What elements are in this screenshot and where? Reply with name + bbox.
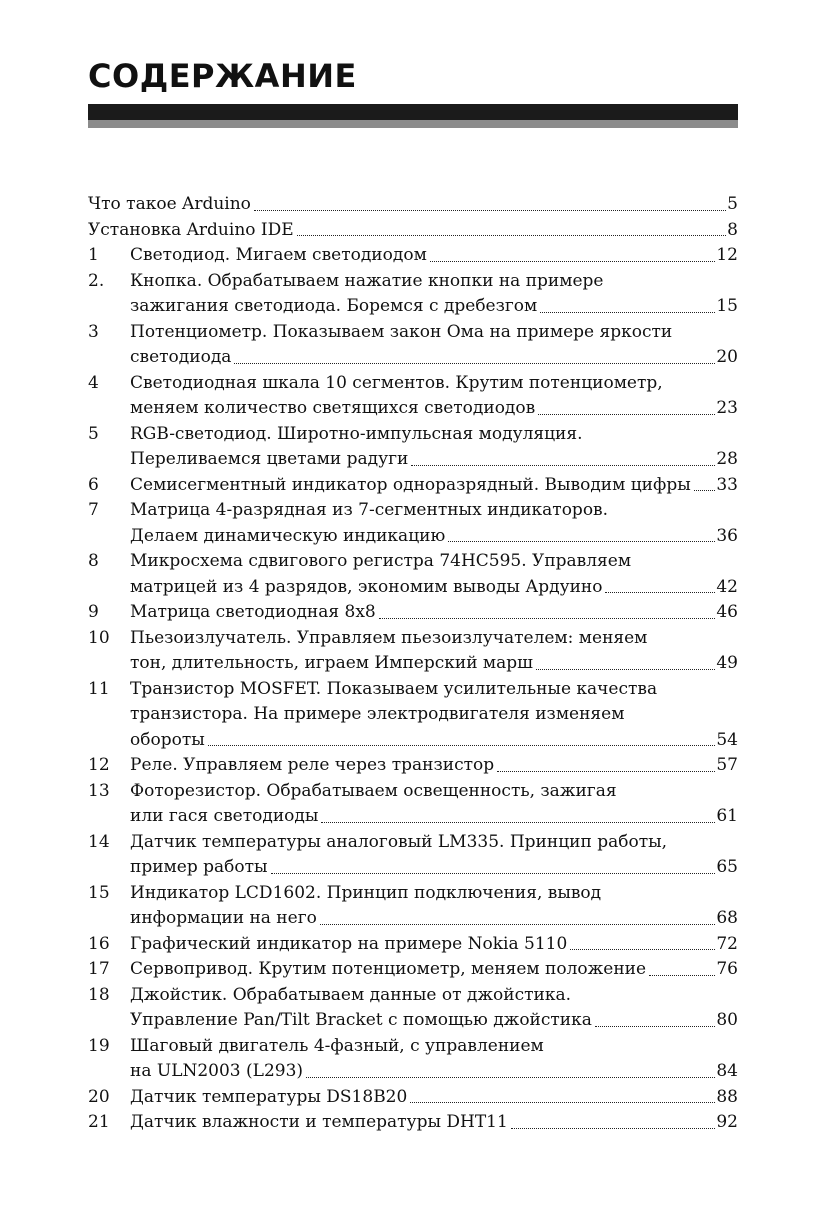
toc-entry[interactable] [88, 626, 738, 677]
entry-title-text: или гася светодиоды [130, 806, 319, 826]
entry-page-number: 68 [716, 908, 738, 928]
dot-leader [536, 651, 715, 677]
entry-line [130, 345, 738, 371]
entry-title-text: информации на него [130, 908, 317, 928]
entry-body [130, 1034, 738, 1085]
entry-title-text: тон, длительность, играем Имперский марш [130, 653, 533, 673]
entry-title-text: Светодиодная шкала 10 сегментов. Крутим потенциометр, [130, 372, 663, 393]
entry-body [130, 957, 738, 983]
entry-number: 1 [88, 245, 99, 265]
dot-leader [497, 753, 715, 779]
entry-body [88, 218, 738, 244]
dot-leader [320, 906, 716, 932]
entry-number: 17 [88, 959, 110, 979]
dot-leader [306, 1059, 715, 1085]
entry-body [130, 473, 738, 499]
dot-leader [511, 1110, 716, 1136]
title-rule-grey [88, 120, 738, 128]
entry-body [130, 753, 738, 779]
entry-line [130, 498, 738, 524]
toc-entry[interactable] [88, 983, 738, 1034]
entry-number: 15 [88, 882, 110, 903]
entry-line [130, 549, 738, 575]
entry-line [130, 294, 738, 320]
toc-entry[interactable] [88, 498, 738, 549]
entry-number: 4 [88, 372, 99, 393]
entry-line [88, 218, 738, 244]
entry-body [130, 626, 738, 677]
entry-number: 16 [88, 933, 110, 954]
entry-body [130, 320, 738, 371]
entry-line [130, 855, 738, 881]
toc-entry[interactable] [88, 881, 738, 932]
entry-line [130, 243, 738, 269]
entry-title-text: Светодиод. Мигаем светодиодом [130, 245, 427, 265]
entry-line [130, 932, 738, 958]
entry-page-number: 5 [727, 194, 738, 214]
toc-entry[interactable] [88, 371, 738, 422]
dot-leader [411, 447, 715, 473]
entry-number: 9 [88, 602, 99, 622]
dot-leader [321, 804, 715, 830]
entry-page-number: 80 [716, 1010, 738, 1030]
dot-leader [208, 728, 716, 754]
entry-page-number: 23 [716, 398, 738, 418]
toc-entry[interactable] [88, 320, 738, 371]
entry-line [130, 651, 738, 677]
toc-entry[interactable] [88, 269, 738, 320]
entry-title-text: Датчик температуры DS18B20 [130, 1086, 408, 1107]
entry-title-text: Семисегментный индикатор одноразрядный. Выводим цифры [130, 474, 691, 495]
entry-line [130, 396, 738, 422]
entry-title-text: RGB-светодиод. Широтно-импульсная модуляция. [130, 423, 583, 444]
entry-title-text: Индикатор LCD1602. Принцип подключения, вывод [130, 882, 602, 903]
dot-leader [430, 243, 716, 269]
entry-title-text: транзистора. На примере электродвигателя изменяем [130, 704, 625, 724]
entry-title-text: Микросхема сдвигового регистра 74HC595. Управляем [130, 551, 632, 571]
toc-entry[interactable] [88, 422, 738, 473]
entry-body [130, 1085, 738, 1111]
entry-body [130, 830, 738, 881]
entry-title-text: Графический индикатор на примере Nokia 5110 [130, 933, 568, 954]
toc-entry[interactable] [88, 600, 738, 626]
dot-leader [540, 294, 715, 320]
toc-entry[interactable] [88, 1110, 738, 1136]
entry-line [130, 677, 738, 703]
entry-number: 20 [88, 1086, 110, 1107]
entry-number: 14 [88, 831, 110, 852]
entry-page-number: 20 [716, 347, 738, 367]
entry-body [130, 549, 738, 600]
entry-body [130, 422, 738, 473]
entry-line [130, 779, 738, 805]
entry-title-text: Сервопривод. Крутим потенциометр, меняем положение [130, 959, 647, 979]
entry-number: 2. [88, 270, 105, 291]
entry-page-number: 84 [716, 1061, 738, 1081]
entry-number: 13 [88, 780, 110, 801]
entry-number: 6 [88, 474, 99, 495]
entry-title-text: меняем количество светящихся светодиодов [130, 398, 536, 418]
entry-line [130, 269, 738, 295]
entry-title-text: на ULN2003 (L293) [130, 1061, 304, 1081]
toc-entry[interactable] [88, 549, 738, 600]
entry-line [130, 371, 738, 397]
entry-title-text: Установка Arduino IDE [88, 219, 294, 240]
entry-line [130, 1059, 738, 1085]
entry-number: 3 [88, 321, 99, 342]
toc-entry[interactable] [88, 1085, 738, 1111]
entry-title-text: Фоторезистор. Обрабатываем освещенность, зажигая [130, 780, 617, 801]
entry-page-number: 36 [716, 525, 738, 546]
entry-title-text: Реле. Управляем реле через транзистор [130, 755, 495, 775]
dot-leader [448, 524, 715, 550]
entry-title-text: Транзистор MOSFET. Показываем усилительные качества [130, 678, 658, 699]
table-of-contents [88, 192, 738, 1136]
entry-number: 5 [88, 423, 99, 444]
entry-line [130, 320, 738, 346]
entry-title-text: Датчик температуры аналоговый LM335. Принцип работы, [130, 831, 668, 852]
entry-number: 18 [88, 984, 110, 1005]
entry-number: 19 [88, 1035, 110, 1056]
entry-body [130, 269, 738, 320]
entry-number: 10 [88, 627, 110, 648]
entry-page-number: 88 [716, 1086, 738, 1107]
entry-page-number: 61 [716, 806, 738, 826]
entry-line [130, 1034, 738, 1060]
entry-title-text: матрицей из 4 разрядов, экономим выводы Ардуино [130, 576, 603, 597]
entry-page-number: 28 [716, 449, 738, 469]
entry-page-number: 49 [716, 653, 738, 673]
entry-line [130, 575, 738, 601]
toc-entry[interactable] [88, 677, 738, 754]
entry-title-text: светодиода [130, 347, 232, 367]
dot-leader [410, 1085, 715, 1111]
entry-number: 8 [88, 551, 99, 571]
entry-page-number: 65 [716, 857, 738, 877]
entry-title-text: Шаговый двигатель 4-фазный, с управлением [130, 1035, 544, 1056]
entry-body [130, 677, 738, 754]
entry-body [130, 983, 738, 1034]
entry-body [130, 779, 738, 830]
entry-page-number: 42 [716, 576, 738, 597]
entry-body [130, 600, 738, 626]
entry-title-text: Что такое Arduino [88, 194, 251, 214]
entry-page-number: 15 [716, 296, 738, 316]
entry-body [130, 1110, 738, 1136]
dot-leader [570, 932, 715, 958]
entry-title-text: Потенциометр. Показываем закон Ома на примере яркости [130, 321, 673, 342]
toc-entry[interactable] [88, 830, 738, 881]
entry-title-text: пример работы [130, 857, 268, 877]
entry-page-number: 12 [716, 245, 738, 265]
entry-body [88, 192, 738, 218]
entry-line [130, 524, 738, 550]
entry-title-text: Датчик влажности и температуры DHT11 [130, 1112, 508, 1132]
entry-page-number: 33 [716, 474, 738, 495]
entry-body [130, 932, 738, 958]
toc-entry[interactable] [88, 1034, 738, 1085]
page-title: СОДЕРЖАНИЕ [88, 57, 357, 95]
entry-page-number: 57 [716, 755, 738, 775]
entry-title-text: обороты [130, 729, 205, 750]
entry-number: 11 [88, 678, 110, 699]
entry-page-number: 54 [716, 729, 738, 750]
entry-line [130, 1110, 738, 1136]
entry-number: 21 [88, 1112, 110, 1132]
dot-leader [694, 473, 716, 499]
entry-line [130, 804, 738, 830]
dot-leader [538, 396, 715, 422]
entry-line [88, 192, 738, 218]
toc-entry[interactable] [88, 753, 738, 779]
dot-leader [649, 957, 715, 983]
toc-entry[interactable] [88, 779, 738, 830]
entry-line [130, 447, 738, 473]
title-rule-dark [88, 104, 738, 120]
entry-number: 7 [88, 500, 99, 520]
dot-leader [297, 218, 727, 244]
entry-body [130, 881, 738, 932]
entry-line [130, 1085, 738, 1111]
dot-leader [379, 600, 716, 626]
dot-leader [254, 192, 726, 218]
toc-entry[interactable] [88, 932, 738, 958]
entry-line [130, 600, 738, 626]
entry-title-text: зажигания светодиода. Боремся с дребезгом [130, 296, 538, 316]
toc-entry[interactable] [88, 243, 738, 269]
entry-line [130, 422, 738, 448]
entry-line [130, 957, 738, 983]
entry-page-number: 76 [716, 959, 738, 979]
dot-leader [595, 1008, 715, 1034]
toc-entry[interactable] [88, 957, 738, 983]
toc-entry[interactable] [88, 218, 738, 244]
entry-line [130, 728, 738, 754]
entry-title-text: Матрица светодиодная 8x8 [130, 602, 376, 622]
entry-title-text: Пьезоизлучатель. Управляем пьезоизлучателем: меняем [130, 627, 648, 648]
toc-entry[interactable] [88, 473, 738, 499]
entry-line [130, 983, 738, 1009]
entry-line [130, 1008, 738, 1034]
toc-entry[interactable] [88, 192, 738, 218]
entry-line [130, 830, 738, 856]
entry-page-number: 92 [716, 1112, 738, 1132]
dot-leader [234, 345, 715, 371]
entry-line [130, 906, 738, 932]
entry-title-text: Переливаемся цветами радуги [130, 449, 409, 469]
entry-line [130, 473, 738, 499]
entry-body [130, 371, 738, 422]
entry-title-text: Джойстик. Обрабатываем данные от джойстика. [130, 984, 571, 1005]
entry-title-text: Управление Pan/Tilt Bracket с помощью джойстика [130, 1010, 592, 1030]
dot-leader [271, 855, 716, 881]
entry-body [130, 498, 738, 549]
entry-number: 12 [88, 755, 110, 775]
entry-page-number: 46 [716, 602, 738, 622]
entry-line [130, 881, 738, 907]
entry-line [130, 753, 738, 779]
entry-page-number: 8 [727, 219, 738, 240]
entry-line [130, 702, 738, 728]
entry-title-text: Кнопка. Обрабатываем нажатие кнопки на примере [130, 270, 604, 291]
entry-title-text: Матрица 4-разрядная из 7-сегментных индикаторов. [130, 500, 609, 520]
dot-leader [605, 575, 715, 601]
entry-body [130, 243, 738, 269]
entry-title-text: Делаем динамическую индикацию [130, 525, 446, 546]
entry-page-number: 72 [716, 933, 738, 954]
entry-line [130, 626, 738, 652]
